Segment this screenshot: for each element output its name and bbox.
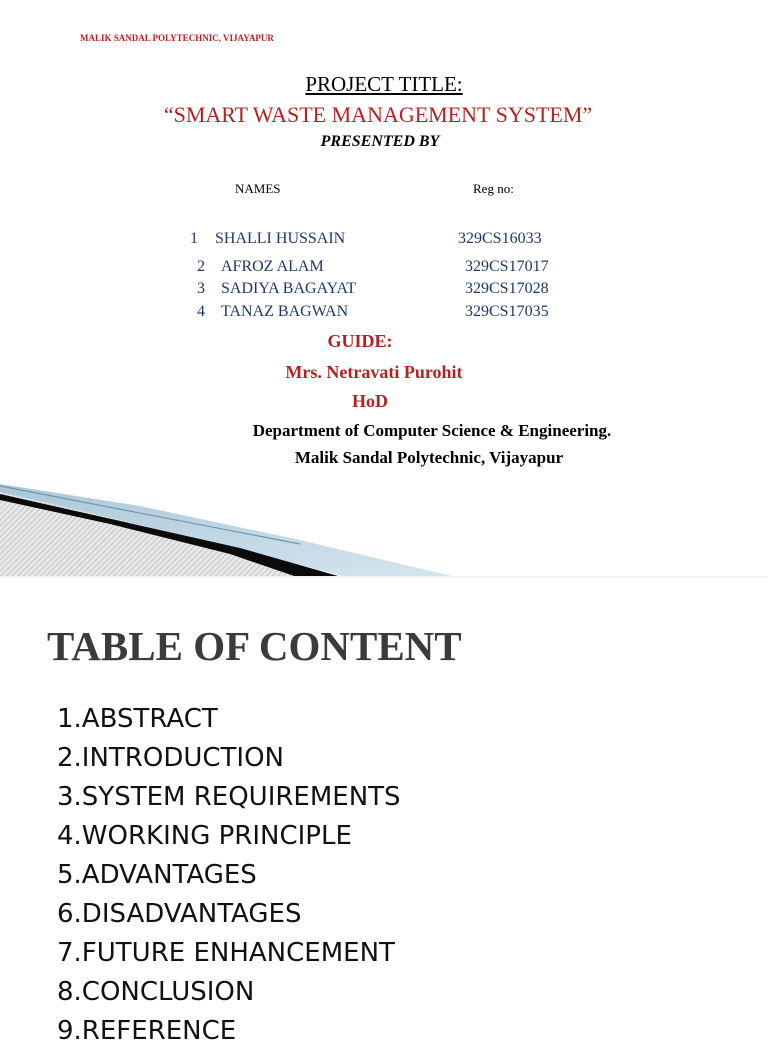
names-column-header: NAMES [235,181,281,196]
toc-item: 2.INTRODUCTION [57,743,285,773]
student-row [0,230,768,250]
guide-role: HoD [352,391,388,411]
student-reg: 329CS17035 [465,303,549,320]
student-number: 2 [197,258,205,275]
toc-list [57,700,401,1051]
department-name: Department of Computer Science & Engineering. [252,421,612,440]
student-name: AFROZ ALAM [221,258,324,275]
student-number: 3 [197,280,205,297]
student-row [0,280,768,300]
student-number: 4 [197,303,205,320]
toc-item: 6.DISADVANTAGES [57,899,302,929]
toc-item: 3.SYSTEM REQUIREMENTS [57,782,401,812]
project-title-label: PROJECT TITLE: [305,72,463,96]
decorative-swoosh [0,480,460,578]
guide-label: GUIDE: [327,331,393,351]
college-name: Malik Sandal Polytechnic, Vijayapur [294,448,564,467]
toc-item: 9.REFERENCE [57,1016,237,1046]
student-reg: 329CS17028 [465,280,549,297]
student-row [0,258,768,278]
guide-name: Mrs. Netravati Purohit [285,362,463,382]
toc-item: 4.WORKING PRINCIPLE [57,821,352,851]
student-reg: 329CS17017 [465,258,549,275]
toc-item: 7.FUTURE ENHANCEMENT [57,938,395,968]
toc-item: 5.ADVANTAGES [57,860,257,890]
student-name: TANAZ BAGWAN [221,303,349,320]
student-name: SADIYA BAGAYAT [221,280,356,297]
student-reg: 329CS16033 [458,230,542,247]
project-name: “SMART WASTE MANAGEMENT SYSTEM” [163,102,593,127]
student-row [0,303,768,323]
toc-item: 1.ABSTRACT [57,704,218,734]
presented-by: PRESENTED BY [320,133,440,150]
toc-heading: TABLE OF CONTENT [47,623,462,669]
student-name: SHALLI HUSSAIN [215,230,346,247]
student-number: 1 [190,230,198,247]
college-header: MALIK SANDAL POLYTECHNIC, VIJAYAPUR [80,33,274,43]
reg-column-header: Reg no: [473,181,514,196]
toc-item: 8.CONCLUSION [57,977,255,1007]
